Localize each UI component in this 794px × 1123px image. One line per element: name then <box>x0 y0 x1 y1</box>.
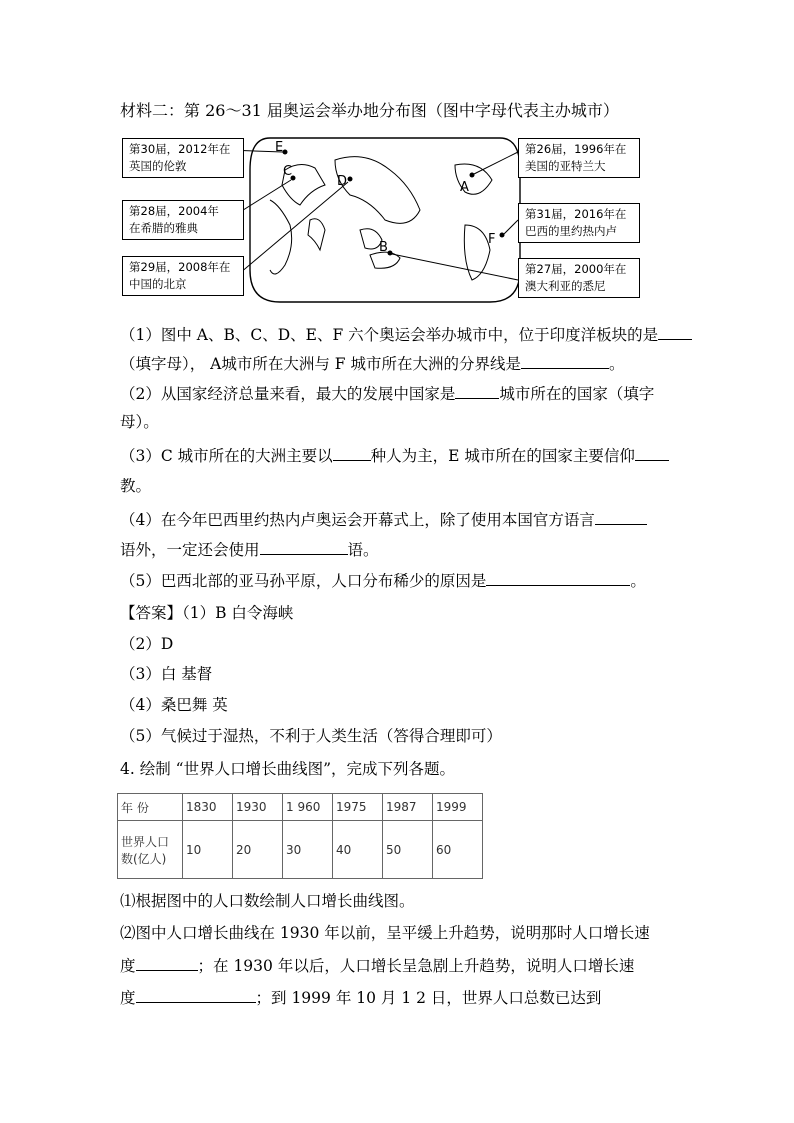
map-letter-b: B <box>379 240 388 255</box>
callout-london: 第30届，2012年在 英国的伦敦 <box>122 138 244 178</box>
callout-beijing: 第29届，2008年在 中国的北京 <box>122 256 244 296</box>
map-letter-c: C <box>283 164 293 179</box>
table-cell: 1975 <box>333 794 383 821</box>
q3-line2: 教。 <box>120 477 152 495</box>
table-row <box>118 794 483 821</box>
table-cell: 20 <box>233 821 283 879</box>
answer-4: （4）桑巴舞 英 <box>120 696 228 714</box>
population-table <box>117 793 483 879</box>
map-letter-e: E <box>275 140 284 155</box>
q3-line1: （3）C 城市所在的大洲主要以 种人为主，E 城市所在的国家主要信仰 <box>120 446 669 466</box>
q5-line1: （5）巴西北部的亚马孙平原，人口分布稀少的原因是 。 <box>120 572 646 590</box>
q2-line2: 母）。 <box>120 413 159 431</box>
q2-line1: （2）从国家经济总量来看，最大的发展中国家是 城市所在的国家（填字 <box>120 385 655 403</box>
callout-rio: 第31届，2016年在 巴西的里约热内卢 <box>518 203 640 243</box>
sub-question-2-line1: ⑵图中人口增长曲线在 1930 年以前，呈平缓上升趋势，说明那时人口增长速 <box>120 924 650 942</box>
map-letter-f: F <box>488 232 496 247</box>
answer-3: （3）白 基督 <box>120 665 213 683</box>
callout-atlanta: 第26届，1996年在 美国的亚特兰大 <box>518 138 640 178</box>
table-cell: 30 <box>283 821 333 879</box>
table-cell: 年 份 <box>118 794 183 821</box>
table-cell: 1987 <box>383 794 433 821</box>
callout-sydney: 第27届，2000年在 澳大利亚的悉尼 <box>518 258 640 298</box>
answer-1: 【答案】（1）B 白令海峡 <box>120 604 294 622</box>
table-row <box>118 821 483 879</box>
table-cell: 60 <box>433 821 483 879</box>
sub-question-1: ⑴根据图中的人口数绘制人口增长曲线图。 <box>120 892 415 910</box>
table-cell: 10 <box>183 821 233 879</box>
q4-line1: （4）在今年巴西里约热内卢奥运会开幕式上，除了使用本国官方语言 <box>120 510 647 530</box>
sub-question-2-line3: 度 ；到 1999 年 10 月 1 2 日，世界人口总数已达到 <box>120 989 602 1007</box>
material-heading: 材料二：第 26～31 届奥运会举办地分布图（图中字母代表主办城市） <box>120 101 619 120</box>
table-cell: 1930 <box>233 794 283 821</box>
q4-title: 4. 绘制 “世界人口增长曲线图”，完成下列各题。 <box>120 760 455 778</box>
map-letter-d: D <box>337 174 348 189</box>
q1-line1: （1）图中 A、B、C、D、E、F 六个奥运会举办城市中，位于印度洋板块的是 <box>120 325 692 345</box>
table-cell: 1999 <box>433 794 483 821</box>
callout-athens: 第28届，2004年 在希腊的雅典 <box>122 200 244 240</box>
table-cell: 50 <box>383 821 433 879</box>
table-cell: 1830 <box>183 794 233 821</box>
sub-question-2-line2: 度 ；在 1930 年以后，人口增长呈急剧上升趋势，说明人口增长速 <box>120 957 635 975</box>
map-letter-a: A <box>460 180 469 195</box>
table-cell: 40 <box>333 821 383 879</box>
answer-2: （2）D <box>120 635 174 653</box>
table-cell: 世界人口 数(亿人) <box>118 821 183 879</box>
olympics-map <box>120 130 644 308</box>
table-cell: 1 960 <box>283 794 333 821</box>
q4-line2: 语外，一定还会使用 语。 <box>120 541 379 559</box>
q1-line2: （填字母）， A城市所在大洲与 F 城市所在大洲的分界线是 。 <box>120 355 625 373</box>
answer-5: （5）气候过于湿热，不利于人类生活（答得合理即可） <box>120 727 502 745</box>
